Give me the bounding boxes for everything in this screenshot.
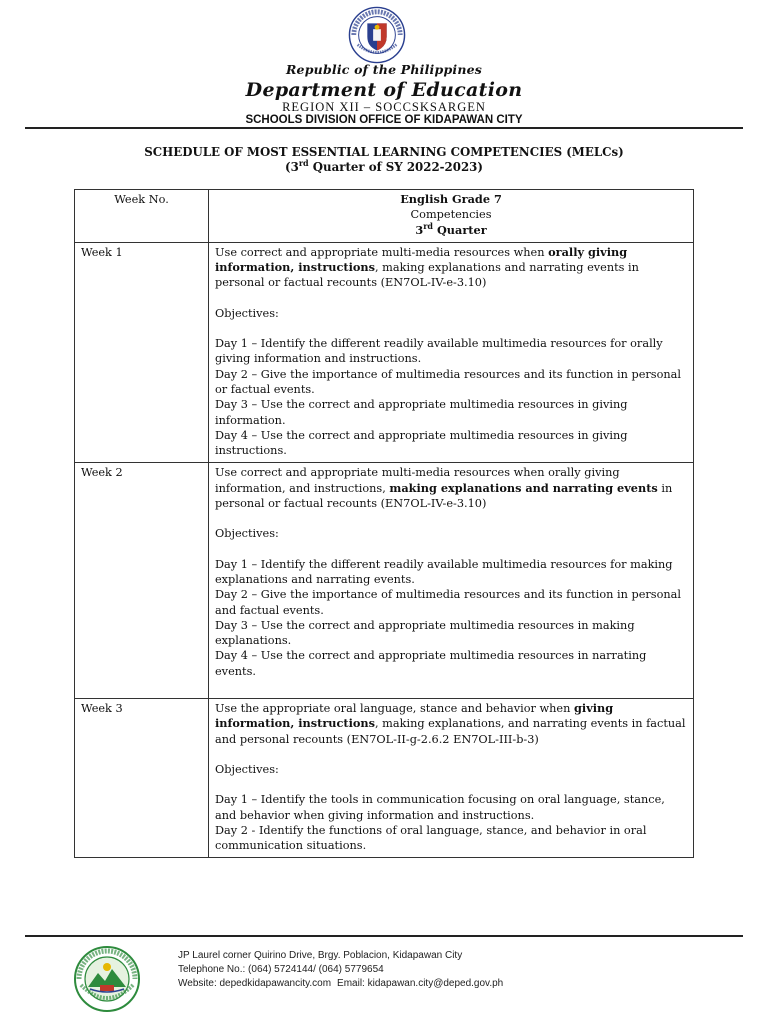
quarter-label: 3rd Quarter — [415, 220, 487, 237]
day-objective: Day 2 – Give the importance of multimedia resources and its function in personal and factual events. — [215, 588, 682, 617]
department-heading: Department of Education — [245, 79, 523, 101]
day-objective: Day 1 – Identify the different readily available multimedia resources for making explanations and narrating events. — [215, 557, 673, 586]
footer-email: Email: kidapawan.city@deped.gov.ph — [337, 978, 504, 989]
table-row — [75, 699, 694, 858]
footer-telephone: Telephone No.: (064) 5724144/ (064) 5779654 — [178, 964, 384, 975]
day-objective: Day 2 – Give the importance of multimedia resources and its function in personal or factual events. — [215, 367, 682, 396]
document-title: SCHEDULE OF MOST ESSENTIAL LEARNING COMPETENCIES (MELCs) — [144, 145, 624, 159]
day-objective: Day 3 – Use the correct and appropriate multimedia resources in making explanations. — [215, 618, 635, 648]
competencies-column-header — [209, 190, 694, 243]
sdo-kidapawan-seal-logo — [72, 945, 142, 1013]
competency-text: Use correct and appropriate multi-media resources when orally giving information, instructions, making explanations and narrating events in personal or factual recounts (EN7OL-IV-e-3.10) — [215, 244, 639, 290]
day-objective: Day 4 – Use the correct and appropriate multimedia resources in narrating events. — [215, 649, 647, 678]
week-cell: Week 3 — [75, 699, 209, 858]
week-cell: Week 1 — [75, 242, 209, 463]
document-subtitle: (3rd Quarter of SY 2022-2023) — [285, 158, 483, 174]
objectives-label: Objectives: — [215, 527, 279, 541]
competency-text: Use the appropriate oral language, stance and behavior when giving information, instructions, making explanations, and narrating events in factual and personal recounts (EN7OL-II-g-2.6.2 EN7OL-III-b-3) — [215, 701, 686, 746]
week-cell: Week 2 — [75, 463, 209, 699]
objectives-label: Objectives: — [215, 306, 279, 320]
day-objective: Day 1 – Identify the different readily available multimedia resources for orally giving information and instructions. — [215, 337, 663, 366]
footer-website: Website: depedkidapawancity.com — [178, 978, 332, 989]
division-heading: SCHOOLS DIVISION OFFICE OF KIDAPAWAN CITY — [245, 114, 523, 126]
day-objective: Day 3 – Use the correct and appropriate multimedia resources in giving information. — [215, 398, 628, 427]
deped-seal-logo — [348, 6, 406, 64]
competency-cell — [209, 699, 694, 858]
melc-schedule-table — [74, 189, 694, 858]
table-row — [75, 242, 694, 463]
footer-divider — [25, 935, 743, 937]
day-objective: Day 1 – Identify the tools in communication focusing on oral language, stance, and behavior when giving information and instructions. — [215, 793, 665, 822]
day-objective: Day 2 - Identify the functions of oral language, stance, and behavior in oral communication situations. — [215, 823, 647, 853]
competency-cell — [209, 463, 694, 699]
competencies-label: Competencies — [410, 208, 492, 222]
week-column-header: Week No. — [75, 190, 209, 243]
day-objective: Day 4 – Use the correct and appropriate multimedia resources in giving instructions. — [215, 428, 628, 458]
republic-heading: Republic of the Philippines — [285, 62, 483, 77]
footer-address: JP Laurel corner Quirino Drive, Brgy. Poblacion, Kidapawan City — [178, 950, 463, 961]
objectives-label: Objectives: — [215, 762, 279, 776]
competency-text: Use correct and appropriate multi-media resources when orally giving information, and instructions, making explanations and narrating events in personal or factual recounts (EN7OL-IV-e-3.10) — [215, 466, 673, 511]
competency-cell — [209, 242, 694, 463]
table-header-row — [75, 190, 694, 243]
header-divider — [25, 127, 743, 129]
region-heading: REGION XII – SOCCSKSARGEN — [282, 100, 486, 114]
footer-contact — [178, 978, 503, 989]
subject-label: English Grade 7 — [400, 192, 502, 206]
table-row — [75, 463, 694, 699]
